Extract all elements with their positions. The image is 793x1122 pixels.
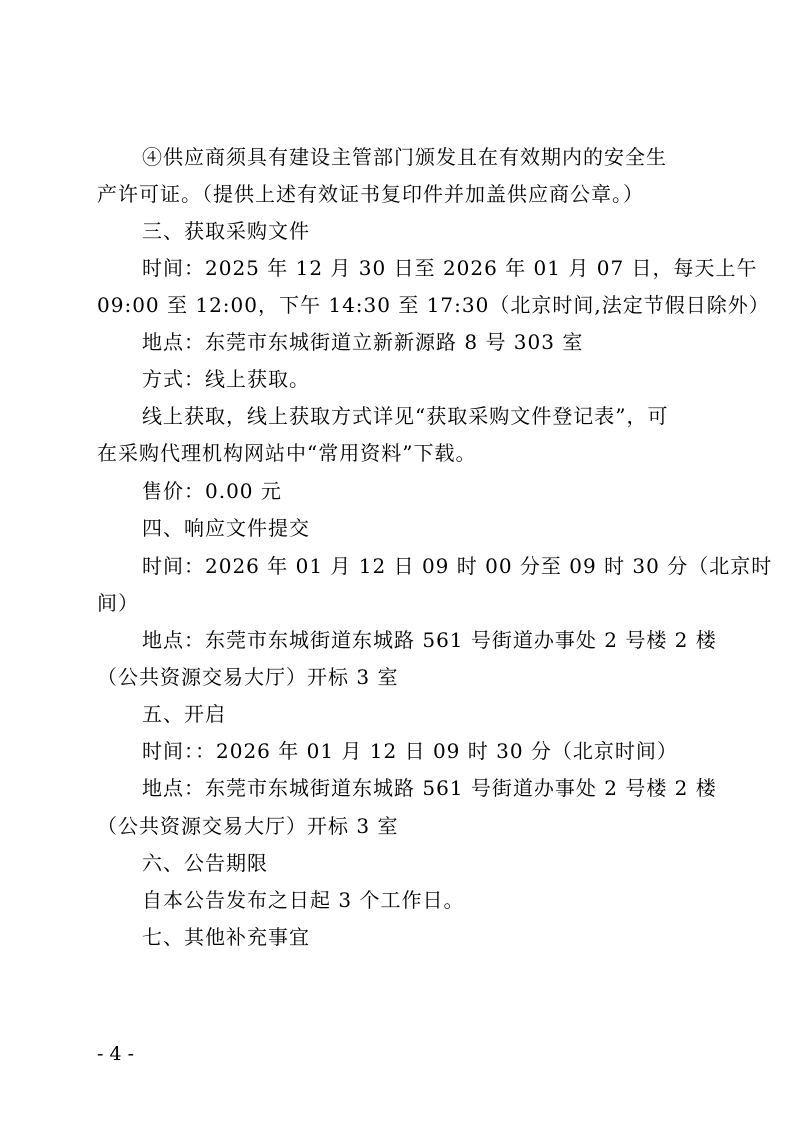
paragraph-line-obtain-method: 方式：线上获取。	[142, 367, 310, 391]
paragraph-line-opening-location-continued: （公共资源交易大厅）开标 3 室	[97, 814, 399, 838]
paragraph-line-submission-time: 时间：2026 年 01 月 12 日 09 时 00 分至 09 时 30 分（北京时	[142, 554, 773, 578]
paragraph-line-submission-location-continued: （公共资源交易大厅）开标 3 室	[97, 665, 399, 689]
paragraph-line-obtain-time: 时间：2025 年 12 月 30 日至 2026 年 01 月 07 日，每天上午	[142, 256, 758, 280]
paragraph-line-obtain-time-continued: 09:00 至 12:00，下午 14:30 至 17:30（北京时间,法定节假日除外）	[97, 293, 770, 317]
paragraph-line-submission-time-continued: 间）	[97, 591, 139, 615]
paragraph-line-license-continued: 产许可证。（提供上述有效证书复印件并加盖供应商公章。）	[97, 182, 644, 206]
paragraph-line-online-method: 线上获取，线上获取方式详见“获取采购文件登记表”，可	[142, 404, 669, 428]
section-heading-announcement-period: 六、公告期限	[142, 851, 268, 875]
section-heading-response-submission: 四、响应文件提交	[142, 516, 310, 540]
paragraph-line-announcement-period: 自本公告发布之日起 3 个工作日。	[142, 888, 465, 912]
section-heading-obtain-documents: 三、获取采购文件	[142, 219, 310, 243]
section-heading-opening: 五、开启	[142, 702, 226, 726]
paragraph-line-opening-time: 时间：：2026 年 01 月 12 日 09 时 30 分（北京时间）	[142, 739, 678, 763]
paragraph-line-supplier-license: ④供应商须具有建设主管部门颁发且在有效期内的安全生	[142, 145, 667, 169]
page-number: - 4 -	[97, 1043, 135, 1065]
paragraph-line-submission-location: 地点：东莞市东城街道东城路 561 号街道办事处 2 号楼 2 楼	[142, 628, 717, 652]
paragraph-line-opening-location: 地点：东莞市东城街道东城路 561 号街道办事处 2 号楼 2 楼	[142, 776, 717, 800]
paragraph-line-online-method-continued: 在采购代理机构网站中“常用资料”下载。	[97, 441, 477, 465]
section-heading-other-matters: 七、其他补充事宜	[142, 925, 310, 949]
paragraph-line-price: 售价：0.00 元	[142, 479, 282, 503]
paragraph-line-obtain-location: 地点：东莞市东城街道立新新源路 8 号 303 室	[142, 330, 584, 354]
